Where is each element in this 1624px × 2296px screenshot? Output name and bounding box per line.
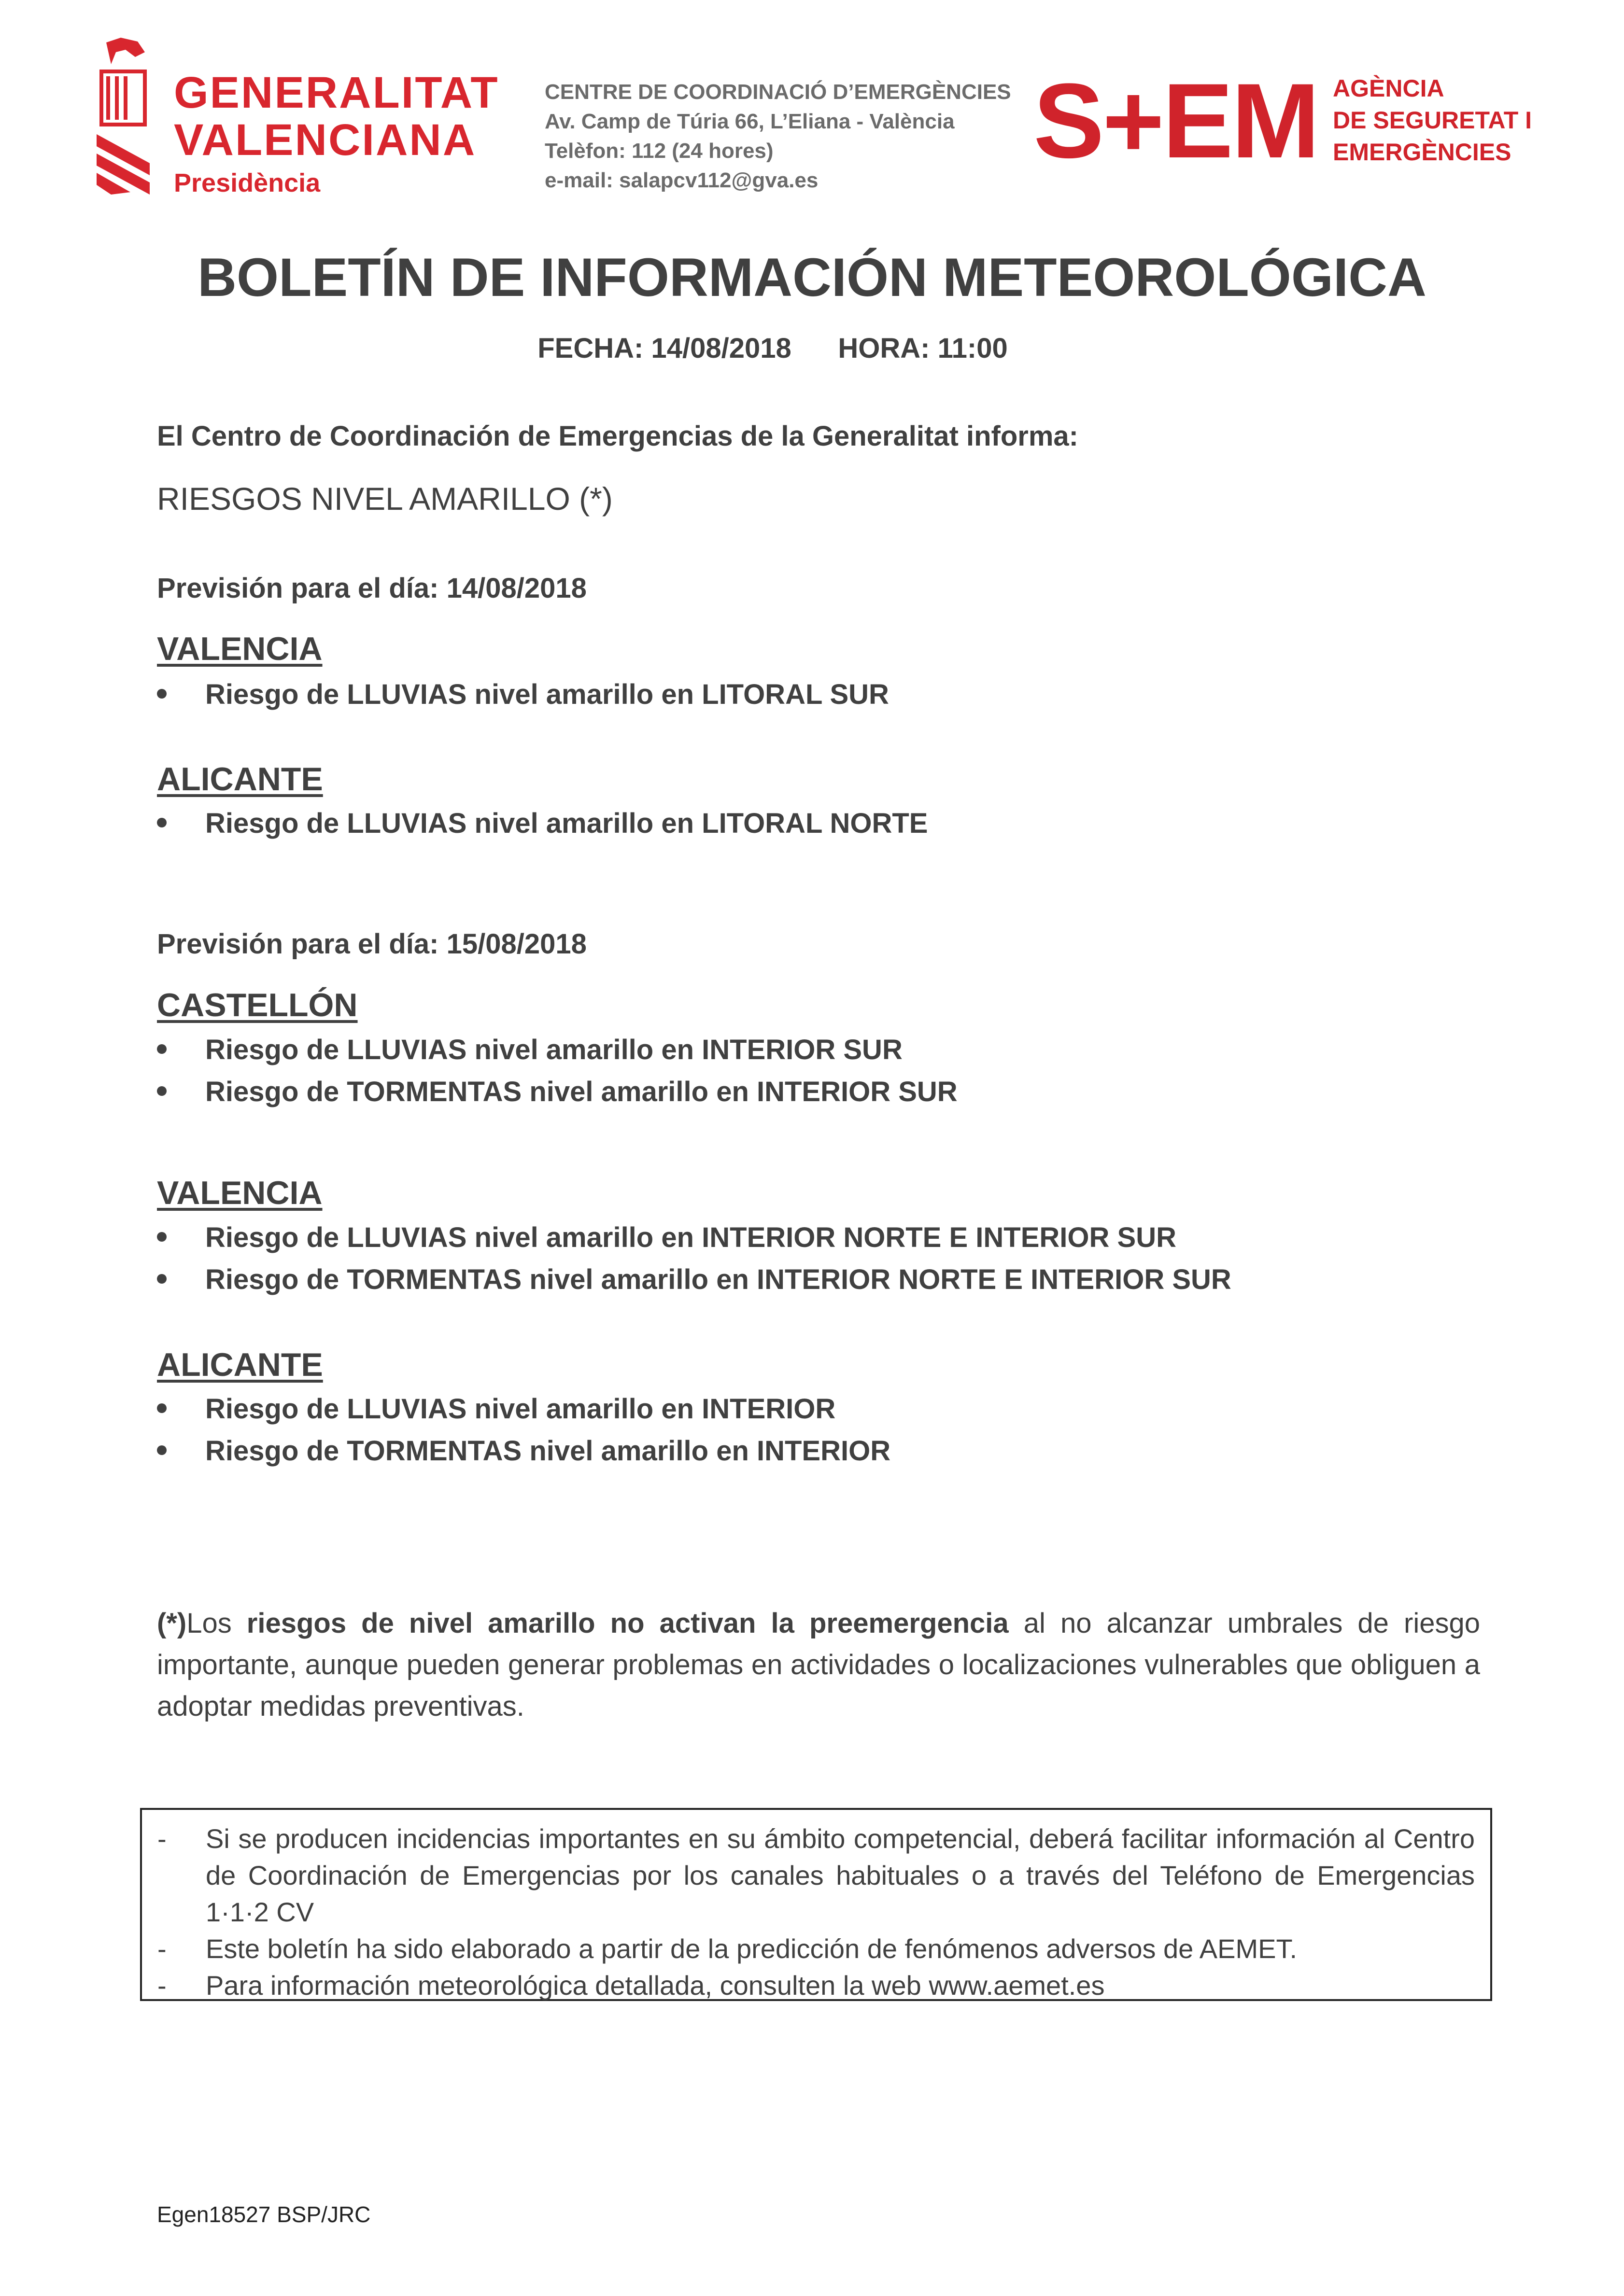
info-box-item xyxy=(157,1967,1475,2004)
center-name: CENTRE DE COORDINACIÓ D’EMERGÈNCIES xyxy=(545,80,1011,104)
sem-agency-line3: EMERGÈNCIES xyxy=(1333,139,1511,166)
gv-shield-icon xyxy=(92,38,155,197)
risk-list-item xyxy=(157,1393,835,1425)
sem-agency-logo xyxy=(1033,61,1532,180)
risk-item-text: Riesgo de LLUVIAS nivel amarillo en INTERIOR xyxy=(205,1393,836,1425)
risk-item-text: Riesgo de LLUVIAS nivel amarillo en INTERIOR NORTE E INTERIOR SUR xyxy=(205,1222,1176,1253)
risk-list-item xyxy=(157,1221,1176,1254)
risk-item-text: Riesgo de LLUVIAS nivel amarillo en LITORAL NORTE xyxy=(205,808,928,839)
bullet-dot-icon xyxy=(157,1403,167,1413)
info-box-text: Para información meteorológica detallada, consulten la web www.aemet.es xyxy=(206,1970,1105,2001)
intro-text: El Centro de Coordinación de Emergencias de la Generalitat informa: xyxy=(157,420,1078,452)
region-heading: ALICANTE xyxy=(157,761,323,798)
risk-item-text: Riesgo de LLUVIAS nivel amarillo en LITORAL SUR xyxy=(205,679,889,710)
risk-list-item xyxy=(157,678,889,711)
sem-agency-line1: AGÈNCIA xyxy=(1333,75,1444,102)
region-heading: VALENCIA xyxy=(157,1175,323,1211)
generalitat-valenciana-logo xyxy=(92,38,499,197)
bullet-dot-icon xyxy=(157,818,167,827)
risk-list-item xyxy=(157,1263,1231,1296)
dash-icon: - xyxy=(157,1933,167,1964)
sem-agency-line2: DE SEGURETAT I xyxy=(1333,107,1532,134)
risk-item-text: Riesgo de LLUVIAS nivel amarillo en INTERIOR SUR xyxy=(205,1034,903,1065)
region-heading: VALENCIA xyxy=(157,630,323,667)
risk-list-item xyxy=(157,1076,958,1108)
risk-list-item xyxy=(157,1435,890,1467)
info-box-text: Si se producen incidencias importantes en su ámbito competencial, deberá facilitar información al Centro de Coordinación de Emergencias por los canales habituales o a través del Teléfono de Emergencias 1·1·2 CV xyxy=(206,1823,1475,1927)
center-address: Av. Camp de Túria 66, L’Eliana - València xyxy=(545,110,955,133)
risk-item-text: Riesgo de TORMENTAS nivel amarillo en INTERIOR SUR xyxy=(205,1076,958,1107)
yellow-risk-note xyxy=(157,1603,1480,1727)
bullet-dot-icon xyxy=(157,1445,167,1455)
region-heading: ALICANTE xyxy=(157,1346,323,1383)
gv-logo-line3: Presidència xyxy=(174,168,321,197)
note-rest: al no alcanzar umbrales de riesgo importante, aunque pueden generar problemas en actividades o localizaciones vulnerables que obliguen a adoptar medidas preventivas. xyxy=(157,1608,1480,1722)
sem-logo-mark: S+EM xyxy=(1033,61,1318,180)
document-title: BOLETÍN DE INFORMACIÓN METEOROLÓGICA xyxy=(198,247,1426,308)
center-contact-info xyxy=(545,77,1011,195)
dash-icon: - xyxy=(157,1823,167,1854)
forecast-day-label: Previsión para el día: 14/08/2018 xyxy=(157,573,587,604)
bullet-dot-icon xyxy=(157,1086,167,1096)
info-box-item xyxy=(157,1931,1475,1967)
forecast-day-label: Previsión para el día: 15/08/2018 xyxy=(157,928,587,960)
info-box-item xyxy=(157,1820,1475,1931)
document-date-time: FECHA: 14/08/2018 HORA: 11:00 xyxy=(537,333,1008,364)
note-bold-text: riesgos de nivel amarillo no activan la preemergencia xyxy=(246,1608,1009,1639)
bullet-dot-icon xyxy=(157,1044,167,1054)
info-box-text: Este boletín ha sido elaborado a partir de la predicción de fenómenos adversos de AEMET. xyxy=(206,1933,1298,1964)
center-email: e-mail: salapcv112@gva.es xyxy=(545,168,819,192)
document-reference-code: Egen18527 BSP/JRC xyxy=(157,2202,371,2227)
risk-item-text: Riesgo de TORMENTAS nivel amarillo en INTERIOR xyxy=(205,1435,891,1467)
risk-list-item xyxy=(157,807,928,840)
sem-agency-name xyxy=(1333,72,1532,168)
risk-list-item xyxy=(157,1034,903,1066)
risk-level-heading: RIESGOS NIVEL AMARILLO (*) xyxy=(157,481,613,517)
bullet-dot-icon xyxy=(157,1232,167,1242)
note-lead: Los xyxy=(186,1608,247,1639)
bullet-dot-icon xyxy=(157,1274,167,1284)
region-heading: CASTELLÓN xyxy=(157,987,358,1023)
note-marker: (*) xyxy=(157,1608,187,1639)
bullet-dot-icon xyxy=(157,689,167,699)
dash-icon: - xyxy=(157,1970,167,2001)
gv-logo-line1: GENERALITAT xyxy=(174,68,499,117)
info-box xyxy=(140,1808,1492,2001)
gv-logo-line2: VALENCIANA xyxy=(174,115,477,165)
center-phone: Telèfon: 112 (24 hores) xyxy=(545,139,774,163)
risk-item-text: Riesgo de TORMENTAS nivel amarillo en INTERIOR NORTE E INTERIOR SUR xyxy=(205,1264,1231,1295)
